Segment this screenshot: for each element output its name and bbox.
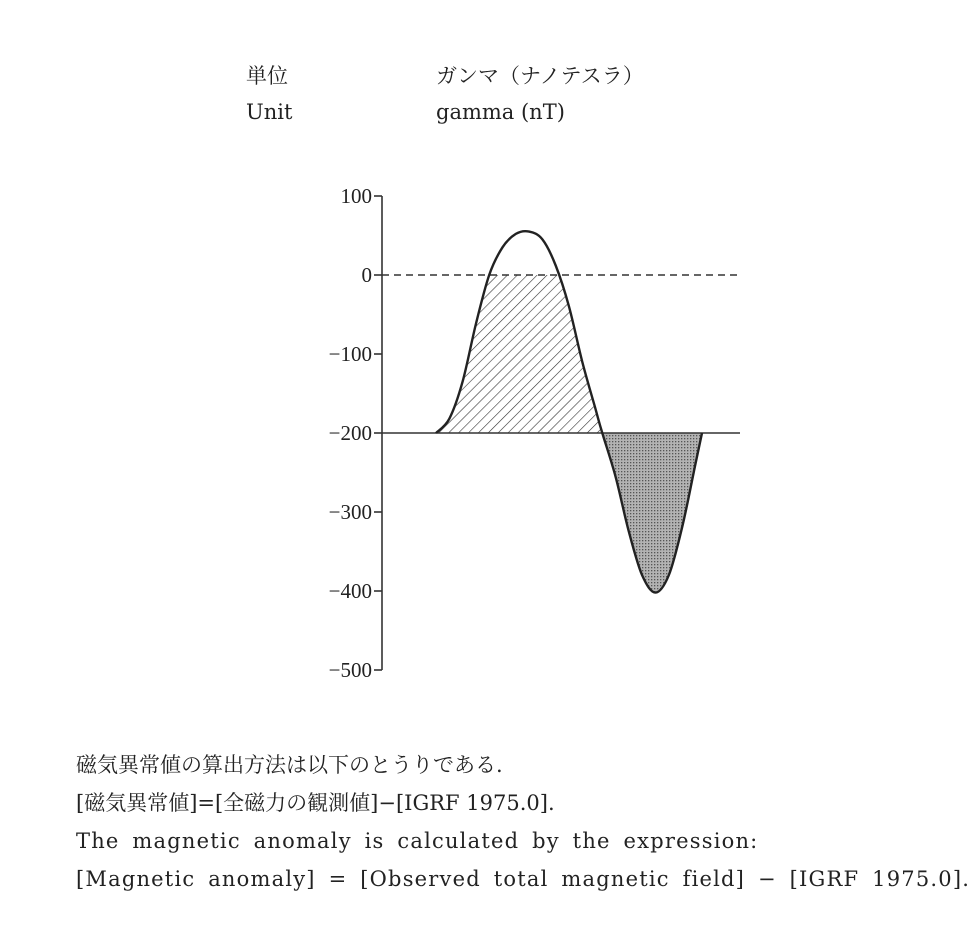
unit-label-en: Unit <box>246 100 293 124</box>
note-line-ja-2: [磁気異常値]=[全磁力の観測値]−[IGRF 1975.0]. <box>76 791 555 815</box>
y-tick-label: 0 <box>361 263 372 287</box>
notes <box>76 746 970 898</box>
y-axis <box>329 184 382 682</box>
note-line-en-2: [Magnetic anomaly] = [Observed total magnetic field] − [IGRF 1975.0]. <box>76 867 971 891</box>
note-line-ja-1: 磁気異常値の算出方法は以下のとうりである. <box>76 753 503 777</box>
unit-value-en: gamma (nT) <box>436 100 565 124</box>
unit-value-ja: ガンマ（ナノテスラ） <box>436 64 644 88</box>
y-tick-label: 100 <box>340 184 372 208</box>
unit-label-ja: 単位 <box>246 64 288 88</box>
y-tick-label: −400 <box>328 579 372 603</box>
y-tick-label: −200 <box>328 421 372 445</box>
anomaly-fills <box>436 231 702 592</box>
y-tick-label: −100 <box>328 342 372 366</box>
note-line-en-1: The magnetic anomaly is calculated by the expression: <box>76 829 759 853</box>
y-tick-label: −300 <box>328 500 372 524</box>
y-tick-label: −500 <box>328 658 372 682</box>
